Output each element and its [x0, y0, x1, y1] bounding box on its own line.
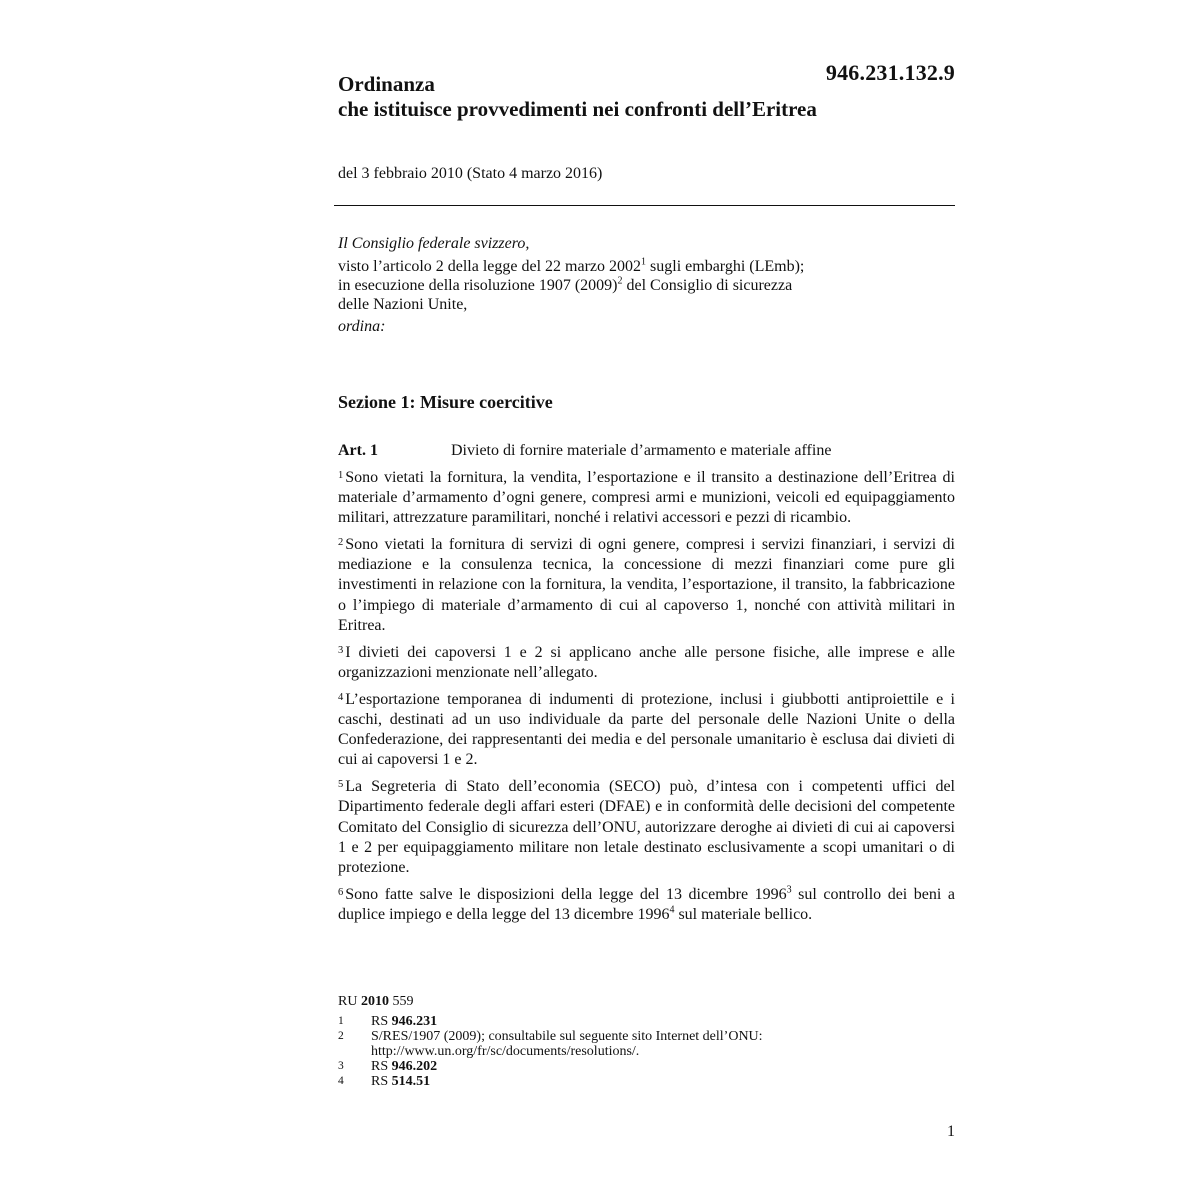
footnote-ref-3[interactable]: 3	[786, 884, 792, 896]
article-number: Art. 1	[338, 442, 378, 459]
footnote-number: 1	[338, 1015, 344, 1027]
footnote-number: 3	[338, 1060, 344, 1072]
paragraph-number: 3	[338, 644, 344, 656]
document-title	[338, 72, 817, 122]
article-title: Divieto di fornire materiale d’armamento e materiale affine	[451, 442, 832, 459]
preamble-line-1: visto l’articolo 2 della legge del 22 marzo 2002$^1$ sugli embarghi (LEmb);	[338, 256, 805, 275]
paragraph-number: 5	[338, 779, 344, 791]
paragraph-5: $^5$ La Segreteria di Stato dell’economia (SECO) può, d’intesa con i competenti uffici del Dipartimento federale degli affari esteri (DFAE) e in conformità delle decisioni del competente Comitato del Consiglio di sicurezza dell’ONU, autorizzare deroghe ai divieti di cui ai capoversi 1 e 2 per equipaggiamento militare non letale destinato esclusivamente a scopi umanitari o di protezione.	[338, 778, 955, 876]
paragraph-number: 4	[338, 691, 344, 703]
footnote-4	[338, 1074, 955, 1089]
footnote-3	[338, 1059, 955, 1074]
sr-number: 946.231.132.9	[825, 60, 955, 85]
paragraph-number: 2	[338, 537, 344, 549]
footnote-ref-1[interactable]: 1	[641, 256, 647, 268]
footnote-text: S/RES/1907 (2009); consultabile sul seguente sito Internet dell’ONU: http://www.un.org/fr/sc/documents/resolutions/.	[371, 1029, 763, 1059]
footnote-2	[338, 1029, 955, 1059]
paragraph-4: $^4$ L’esportazione temporanea di indumenti di protezione, inclusi i giubbotti antiproiettile e i caschi, destinati ad un uso individuale da parte del personale delle Nazioni Unite o della Confederazione, dei rappresentanti dei media e del personale umanitario è esclusa dai divieti di cui ai capoversi 1 e 2.	[338, 690, 955, 769]
footnote-link[interactable]: http://www.un.org/fr/sc/documents/resolutions/.	[371, 1044, 640, 1059]
title-line-1: Ordinanza	[338, 72, 435, 96]
footnote-number: 2	[338, 1030, 344, 1042]
footnote-ref-4[interactable]: 4	[669, 904, 675, 916]
footnote-1	[338, 1014, 955, 1029]
preamble	[338, 234, 955, 336]
title-line-2: che istituisce provvedimenti nei confronti dell’Eritrea	[338, 97, 817, 121]
document-page	[338, 0, 955, 1200]
footnote-ref-2[interactable]: 2	[617, 275, 623, 287]
ru-reference: RU 2010 559	[338, 994, 414, 1009]
page-number: 1	[947, 1123, 955, 1140]
preamble-line-3: delle Nazioni Unite,	[338, 296, 468, 313]
preamble-ordina: ordina:	[338, 318, 386, 335]
preamble-authority: Il Consiglio federale svizzero,	[338, 235, 530, 252]
footnotes-area	[338, 993, 955, 1089]
paragraph-3: $^3$ I divieti dei capoversi 1 e 2 si applicano anche alle persone fisiche, alle imprese e alle organizzazioni menzionate nell’allegato.	[338, 643, 955, 681]
paragraph-6: $^6$ Sono fatte salve le disposizioni della legge del 13 dicembre 1996$^3$ sul controllo dei beni a duplice impiego e della legge del 13 dicembre 1996$^4$ sul materiale bellico.	[338, 884, 955, 923]
footnote-text: RS 946.231	[371, 1014, 438, 1029]
article-body	[338, 468, 955, 932]
paragraph-1: $^1$ Sono vietati la fornitura, la vendita, l’esportazione e il transito a destinazione dell’Eritrea di materiale d’armamento d’ogni genere, compresi armi e munizioni, veicoli ed equipaggiamento militari, attrezzature paramilitari, nonché i relativi accessori e pezzi di ricambio.	[338, 469, 955, 527]
document-date: del 3 febbraio 2010 (Stato 4 marzo 2016)	[338, 165, 603, 182]
section-title: Sezione 1: Misure coercitive	[338, 392, 553, 412]
preamble-line-2: in esecuzione della risoluzione 1907 $(2009)^2$ del Consiglio di sicurezza	[338, 275, 793, 294]
paragraph-2: $^2$ Sono vietati la fornitura di servizi di ogni genere, compresi i servizi finanziari, i servizi di mediazione e la consulenza tecnica, la concessione di mezzi finanziari come pure gli investimenti in relazione con la fornitura, la vendita, l’esportazione, il transito, la fabbricazione o l’impiego di materiale d’armamento di cui al capoverso 1, nonché con attività militari in Eritrea.	[338, 536, 955, 634]
header-divider	[334, 205, 955, 206]
footnote-number: 4	[338, 1075, 344, 1087]
footnote-text: RS 946.202	[371, 1059, 438, 1074]
paragraph-number: 1	[338, 470, 344, 481]
footnote-text: RS 514.51	[371, 1074, 431, 1089]
paragraph-number: 6	[338, 886, 344, 898]
article-heading	[338, 441, 831, 461]
